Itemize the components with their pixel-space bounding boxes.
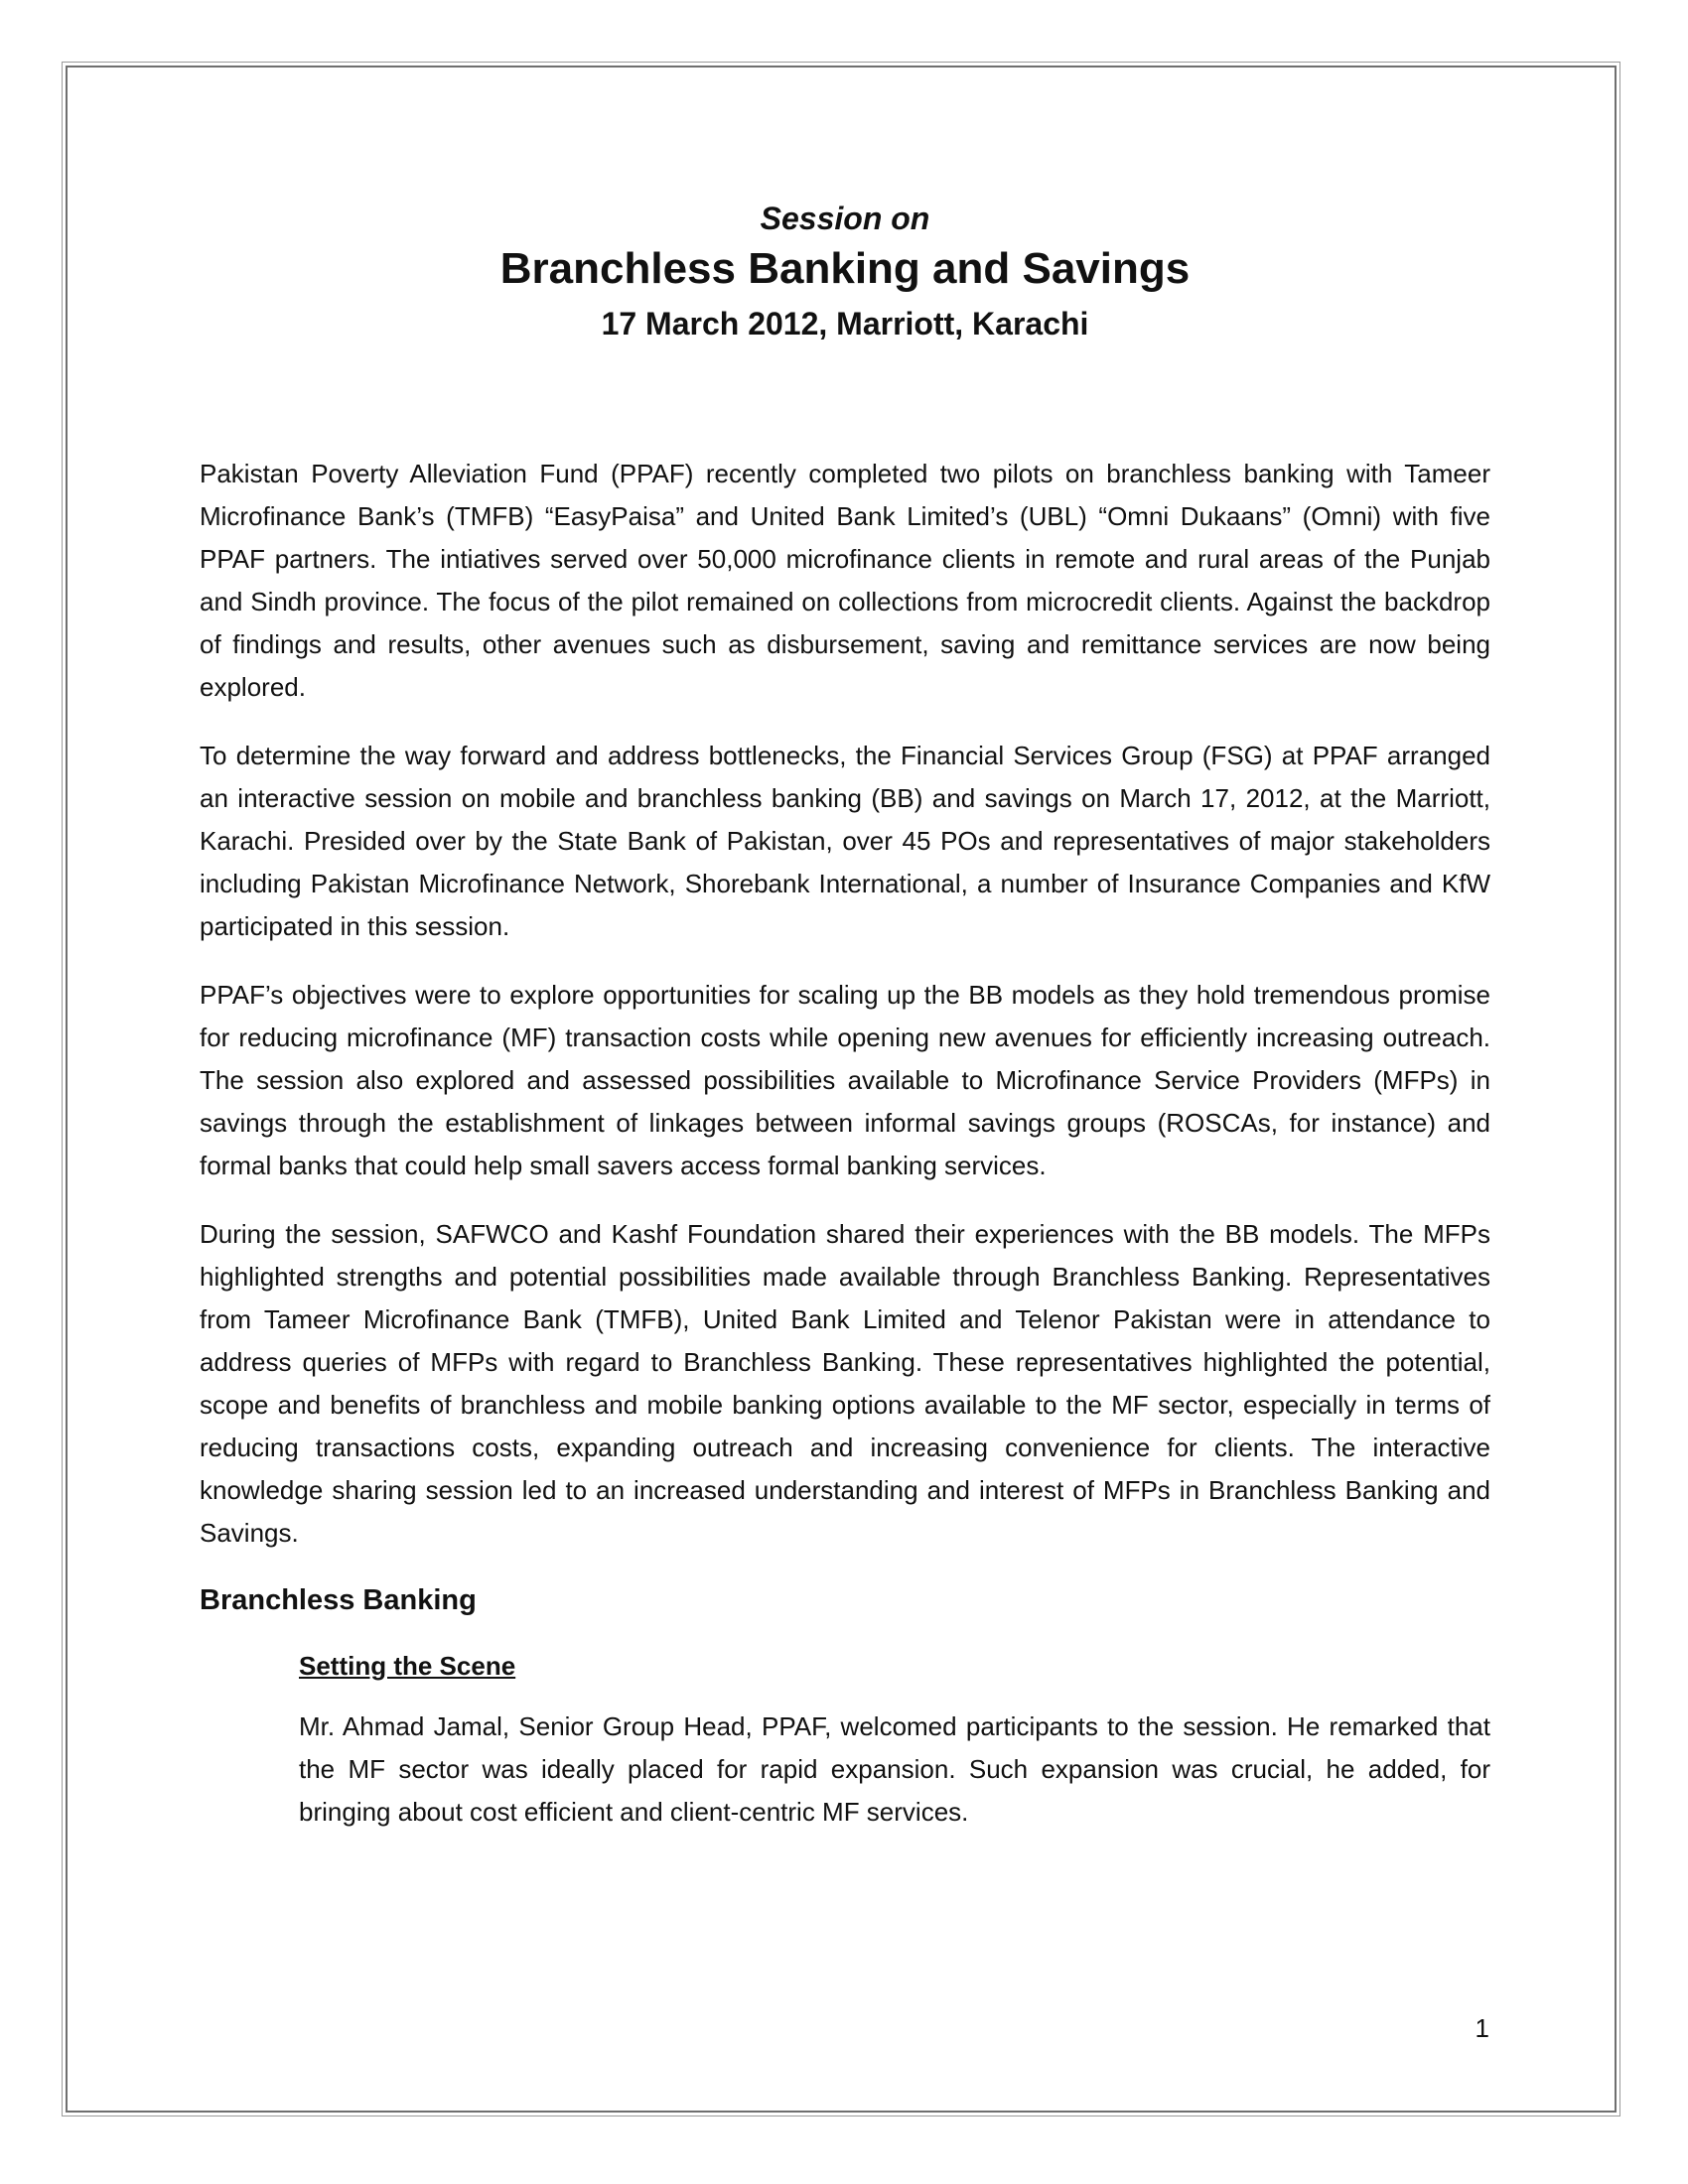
paragraph-during-session: During the session, SAFWCO and Kashf Foundation shared their experiences with the BB models. The MFPs highlighted strengths and potential possibilities made available through Branchless Banking. Representatives from Tameer Microfinance Bank (TMFB), United Bank Limited and Telenor Pakistan were in attendance to address queries of MFPs with regard to Branchless Banking. These representatives highlighted the potential, scope and benefits of branchless and mobile banking options available to the MF sector, especially in terms of reducing transactions costs, expanding outreach and increasing convenience for clients. The interactive knowledge sharing session led to an increased understanding and interest of MFPs in Branchless Banking and Savings.: [200, 1219, 1490, 1548]
paragraph-session-arranged: To determine the way forward and address bottlenecks, the Financial Services Group (FSG) at PPAF arranged an interactive session on mobile and branchless banking (BB) and savings on March 17, 2012, at the Marriott, Karachi. Presided over by the State Bank of Pakistan, over 45 POs and representatives of major stakeholders including Pakistan Microfinance Network, Shorebank International, a number of Insurance Companies and KfW participated in this session.: [200, 741, 1490, 941]
subsection-setting-the-scene: [299, 1646, 1490, 1834]
document-body: [200, 453, 1490, 1834]
session-on-label: Session on: [760, 201, 930, 236]
document-title: Branchless Banking and Savings: [499, 244, 1191, 293]
subheading-setting-the-scene: Setting the Scene: [299, 1651, 516, 1681]
paragraph-welcome: Mr. Ahmad Jamal, Senior Group Head, PPAF, welcomed participants to the session. He remarked that the MF sector was ideally placed for rapid expansion. Such expansion was crucial, he added, for bringing about cost efficient and client-centric MF services.: [299, 1711, 1490, 1827]
date-venue: 17 March 2012, Marriott, Karachi: [601, 306, 1089, 341]
page-number: 1: [1475, 2013, 1489, 2043]
section-heading-branchless-banking: Branchless Banking: [200, 1584, 477, 1616]
paragraph-intro: Pakistan Poverty Alleviation Fund (PPAF) recently completed two pilots on branchless banking with Tameer Microfinance Bank’s (TMFB) “EasyPaisa” and United Bank Limited’s (UBL) “Omni Dukaans” (Omni) with five PPAF partners. The intiatives served over 50,000 microfinance clients in remote and rural areas of the Punjab and Sindh province. The focus of the pilot remained on collections from microcredit clients. Against the backdrop of findings and results, other avenues such as disbursement, saving and remittance services are now being explored.: [200, 459, 1490, 702]
document-content: [200, 199, 1490, 1859]
paragraph-objectives: PPAF’s objectives were to explore opportunities for scaling up the BB models as they hold tremendous promise for reducing microfinance (MF) transaction costs while opening new avenues for efficiently increasing outreach. The session also explored and assessed possibilities available to Microfinance Service Providers (MFPs) in savings through the establishment of linkages between informal savings groups (ROSCAs, for instance) and formal banks that could help small savers access formal banking services.: [200, 980, 1490, 1180]
